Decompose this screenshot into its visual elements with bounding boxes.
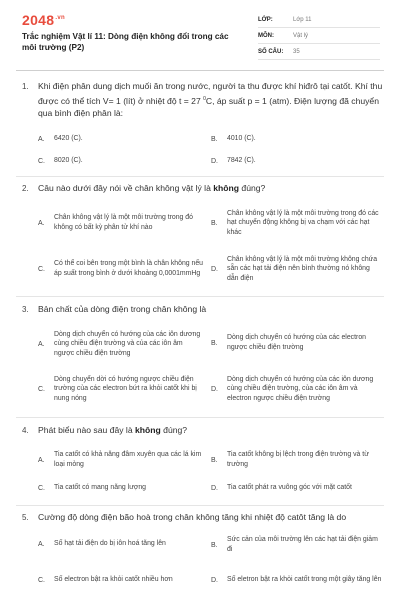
option-d[interactable] <box>211 155 381 167</box>
question-text: Bản chất của dòng điện trong chân không là <box>38 304 207 314</box>
question-number: 2. <box>22 184 29 193</box>
question-separator <box>16 505 384 506</box>
option-c[interactable] <box>38 574 204 586</box>
option-d[interactable] <box>211 372 383 406</box>
meta-label: SỐ CÂU: <box>258 48 284 55</box>
option-a[interactable] <box>38 133 198 145</box>
option-letter: C. <box>38 385 45 393</box>
option-text: Tia catốt có khả năng đâm xuyên qua các lá kim loại mỏng <box>54 451 202 468</box>
question-number: 1. <box>22 82 29 91</box>
question-text: Cường độ dòng điện bão hoà trong chân không tăng khi nhiệt độ catôt tăng là do <box>38 512 347 522</box>
option-text: Tia catốt có mang năng lượng <box>54 484 146 492</box>
question-separator <box>16 417 384 418</box>
question-text: Khi điện phân dung dịch muối ăn trong nước, người ta thu được khí hiđrô tại catốt. Khí thu được có thể tích V= 1 (lít) ở nhiệt độ t = 27 $^0$C, áp suất p = 1 (atm). Điện lượng đã chuyển qua bình điện phân là: <box>38 81 383 118</box>
option-letter: B. <box>211 219 218 227</box>
option-letter: A. <box>38 135 45 143</box>
option-text: Chân không vật lý là một môi trường không chứa sẵn các hạt tải điện nên bình thường nó không dẫn điện <box>227 255 378 282</box>
option-d[interactable] <box>211 252 383 286</box>
meta-row-subject <box>258 28 380 44</box>
option-text: Có thể coi bên trong một bình là chân không nếu áp suất trong bình ở dưới khoảng 0,0001mmHg <box>54 260 204 277</box>
option-text: Tia catốt không bị lệch trong điện trường và từ trường <box>227 451 369 468</box>
option-b[interactable] <box>211 206 383 240</box>
option-letter: C. <box>38 576 45 584</box>
meta-label: LỚP: <box>258 16 273 23</box>
question-text: Phát biểu nào sau đây là không đúng? <box>38 425 188 435</box>
meta-value: 35 <box>293 48 300 55</box>
option-text: Số eletron bật ra khỏi catốt trong một giây tăng lên <box>227 576 382 584</box>
meta-row-class <box>258 12 380 28</box>
option-text: 4010 (C). <box>227 135 256 143</box>
meta-value: Lớp 11 <box>293 16 312 23</box>
option-letter: C. <box>38 484 45 492</box>
option-a[interactable] <box>38 538 204 550</box>
option-text: Dòng dịch chuyển có hướng của các iôn dương cùng chiều điện trường và của các iôn âm ngược chiều điện trường <box>54 330 201 357</box>
option-c[interactable] <box>38 482 204 494</box>
option-text: Chân không vật lý là một môi trường trong đó không có bất kỳ phân tử khí nào <box>54 214 193 231</box>
option-text: 7842 (C). <box>227 157 256 165</box>
option-text: Số electron bật ra khỏi catốt nhiều hơn <box>54 576 173 584</box>
option-text: Dòng chuyển dời có hướng ngược chiều điện trường của các electron bứt ra khỏi catốt khi bị nung nóng <box>54 375 197 402</box>
meta-value: Vật lý <box>293 32 309 39</box>
option-letter: D. <box>211 484 218 492</box>
option-letter: B. <box>211 339 218 347</box>
option-b[interactable] <box>211 533 383 557</box>
question-text: Câu nào dưới đây nói về chân không vật lý là không đúng? <box>38 183 266 193</box>
header-divider <box>16 70 384 71</box>
option-a[interactable] <box>38 327 204 361</box>
option-letter: C. <box>38 265 45 273</box>
option-a[interactable] <box>38 448 204 472</box>
question-number: 4. <box>22 426 29 435</box>
quiz-title: Trắc nghiệm Vật lí 11: Dòng điện không đổi trong các môi trường (P2) <box>22 32 229 52</box>
option-letter: D. <box>211 265 218 273</box>
option-b[interactable] <box>211 133 381 145</box>
option-text: 8020 (C). <box>54 157 83 165</box>
question-number: 3. <box>22 305 29 314</box>
option-c[interactable] <box>38 252 204 286</box>
option-letter: C. <box>38 157 45 165</box>
option-text: Dòng dịch chuyển có hướng của các electron ngược chiều điện trường <box>227 334 366 351</box>
question-separator <box>16 296 384 297</box>
option-text: Dòng dịch chuyển có hướng của các iôn dương cùng chiều điện trường, của các iôn âm và electron ngược chiều điện trường <box>227 375 374 402</box>
brand-logo[interactable]: $2048^{.vn}$ <box>22 12 65 28</box>
option-c[interactable] <box>38 155 198 167</box>
option-letter: B. <box>211 135 218 143</box>
option-letter: D. <box>211 157 218 165</box>
option-a[interactable] <box>38 208 204 238</box>
option-d[interactable] <box>211 482 383 494</box>
option-text: Chân không vật lý là một môi trường trong đó các hạt chuyển động không bị va chạm với các hạt khác <box>227 209 379 236</box>
option-letter: D. <box>211 576 218 584</box>
quiz-meta <box>258 12 380 60</box>
question-separator <box>16 176 384 177</box>
option-b[interactable] <box>211 448 383 472</box>
meta-row-count <box>258 44 380 60</box>
option-b[interactable] <box>211 331 383 355</box>
option-text: 6420 (C). <box>54 135 83 143</box>
option-letter: A. <box>38 540 45 548</box>
option-letter: A. <box>38 456 45 464</box>
option-letter: B. <box>211 541 218 549</box>
option-letter: B. <box>211 456 218 464</box>
option-letter: A. <box>38 219 45 227</box>
question-number: 5. <box>22 513 29 522</box>
option-letter: D. <box>211 385 218 393</box>
option-c[interactable] <box>38 372 204 406</box>
option-text: Tia catốt phát ra vuông góc với mặt catốt <box>227 484 352 492</box>
meta-label: MÔN: <box>258 32 274 39</box>
option-text: Sức cản của môi trường lên các hạt tải điện giảm đi <box>227 536 378 553</box>
page-header <box>0 0 400 70</box>
option-d[interactable] <box>211 568 383 592</box>
option-letter: A. <box>38 340 45 348</box>
option-text: Số hạt tải điện do bị iôn hoá tăng lên <box>54 540 166 548</box>
